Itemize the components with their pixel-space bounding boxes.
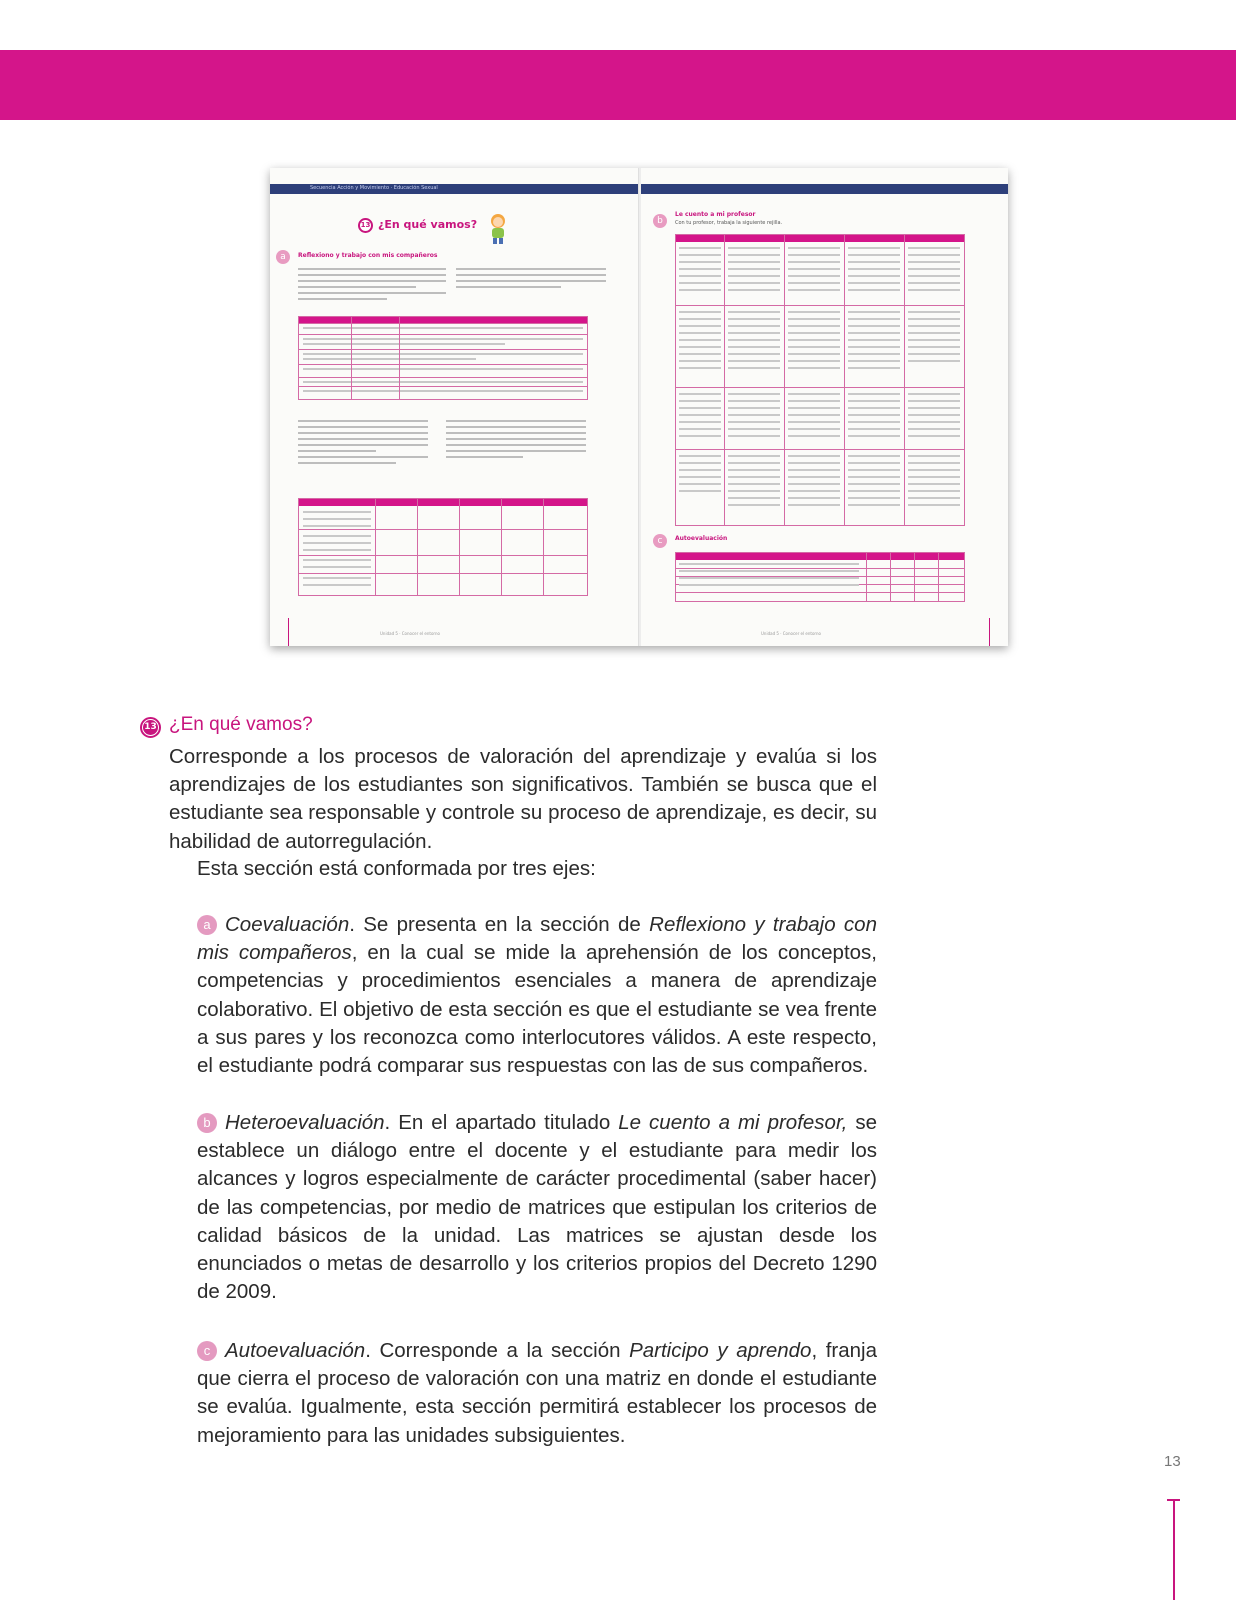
axis-term: Autoevaluación [225,1339,366,1362]
thumb-rubric-table [298,498,588,596]
thumb-text-block [298,420,428,468]
header-band [0,50,1236,120]
left-page-header-text: Secuencia Acción y Movimiento · Educación Sexual [310,185,438,191]
thumb-table [298,316,588,400]
axis-autoevaluacion: c Autoevaluación. Corresponde a la sección Participo y aprendo, franja que cierra el proceso de valoración con una matriz en donde el estudiante se evalúa. Igualmente, esta sección permitirá establecer los procesos de mejoramiento para las unidades subsiguientes. [197,1339,877,1447]
thumb-text-block [446,420,586,462]
badge-c: c [197,1341,217,1361]
thumb-badge-c: c [653,534,667,548]
page-rule [1173,1499,1175,1600]
book-spread-image [270,168,1008,646]
thumb-badge-a: a [276,250,290,264]
thumb-badge-b: b [653,214,667,228]
thumb-page-tick [989,618,990,646]
thumb-section-number: 13 [358,218,373,233]
thumb-text-block [456,268,606,292]
lead-paragraph: Esta sección está conformada por tres ejes: [197,857,596,880]
thumb-sub-c: Autoevaluación [675,535,728,542]
thumb-section-title: ¿En qué vamos? [378,218,478,231]
axis-heteroevaluacion: b Heteroevaluación. En el apartado titulado Le cuento a mi profesor, se establece un diálogo entre el docente y el estudiante para medir los alcances y logros especialmente de carácter procedimental (saber hacer) de las competencias, por medio de matrices que estipulan los criterios de calidad básicos de la unidad. Las matrices se ajustan desde los enunciados o metas de desarrollo y los criterios propios del Decreto 1290 de 2009. [197,1111,877,1304]
badge-b: b [197,1113,217,1133]
badge-a: a [197,915,217,935]
section-number-badge: 13 [140,717,161,738]
thumb-sub-b: Le cuento a mi profesor [675,211,756,218]
spread-left-page [270,168,639,646]
thumb-footer-right: Unidad 5 · Conocer el entorno [761,631,821,636]
axis-section-ref: Participo y aprendo [629,1339,812,1362]
page-number: 13 [1164,1453,1181,1470]
thumb-rubric-matrix [675,234,965,526]
thumb-footer-left: Unidad 5 · Conocer el entorno [380,631,440,636]
thumb-page-tick [288,618,289,646]
intro-paragraph: Corresponde a los procesos de valoración del aprendizaje y evalúa si los aprendizajes de los estudiantes son significativos. También se busca que el estudiante sea responsable y controle su proceso de aprendizaje, es decir, su habilidad de autorregulación. [169,745,877,853]
child-illustration-icon [486,212,510,244]
axis-term: Coevaluación [225,913,350,936]
thumb-sub-a: Reflexiono y trabajo con mis compañeros [298,252,438,259]
axis-term: Heteroevaluación [225,1111,385,1134]
thumb-text-block [298,268,446,304]
section-title: ¿En qué vamos? [169,714,313,735]
thumb-sub-b-instruction: Con tu profesor, trabaja la siguiente rejilla. [675,220,783,226]
thumb-self-eval-table [675,552,965,602]
axis-section-ref: Le cuento a mi profesor, [618,1111,848,1134]
axis-section-ref: Reflexiono y trabajo con mis compañeros [197,913,877,965]
spread-right-page [641,168,1008,646]
right-page-header-bar [641,184,1008,194]
axis-coevaluacion: a Coevaluación. Se presenta en la sección de Reflexiono y trabajo con mis compañeros, en la cual se mide la aprehensión de los conceptos, competencias y procedimientos esenciales a manera de aprendizaje colaborativo. El objetivo de esta sección es que el estudiante se vea frente a sus pares y los reconozca como interlocutores válidos. A este respecto, el estudiante podrá comparar sus respuestas con las de sus compañeros. [197,913,877,1078]
